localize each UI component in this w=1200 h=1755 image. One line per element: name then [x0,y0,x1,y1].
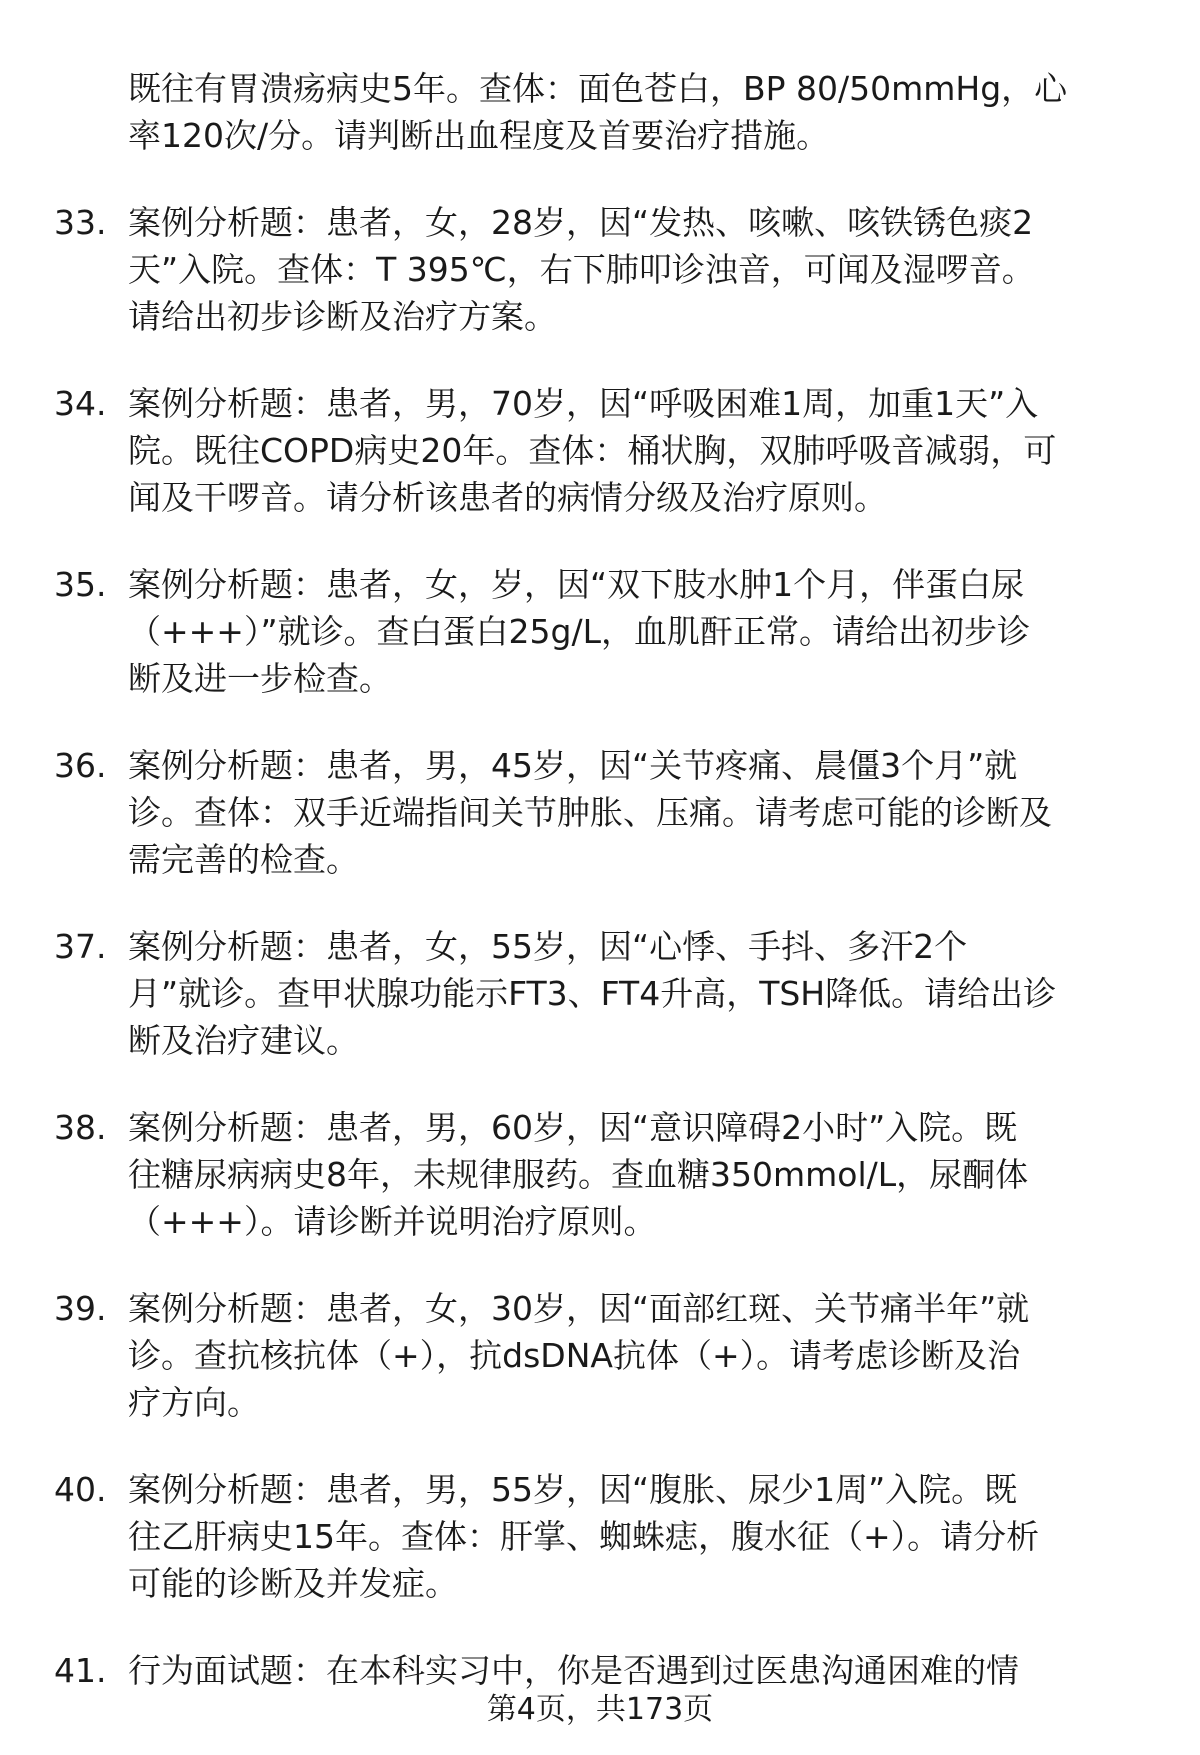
page-footer: 第4页，共173页 [486,1692,714,1727]
question-text-line: 案例分析题：患者，女，28岁，因“发热、咳嗽、咳铁锈色痰2 [128,203,1034,242]
question-item [0,380,1200,521]
question-text-line: （+++）。请诊断并说明治疗原则。 [128,1202,657,1241]
question-text-line: 行为面试题：在本科实习中，你是否遇到过医患沟通困难的情 [128,1651,1019,1690]
question-number: 38. [54,1108,107,1147]
question-number: 37. [54,927,107,966]
question-text-line: 断及治疗建议。 [128,1021,359,1060]
question-item [0,742,1200,883]
question-text-line: 案例分析题：患者，男，60岁，因“意识障碍2小时”入院。既 [128,1108,1018,1147]
question-item [0,199,1200,340]
question-text-line: 案例分析题：患者，女，30岁，因“面部红斑、关节痛半年”就 [128,1289,1030,1328]
question-text-line: 需完善的检查。 [128,840,359,879]
question-item [0,65,1200,159]
question-item [0,1104,1200,1245]
question-item [0,1466,1200,1607]
question-item [0,1285,1200,1426]
question-number: 35. [54,565,107,604]
question-item [0,1647,1200,1694]
question-number: 36. [54,746,107,785]
question-text-line: 既往有胃溃疡病史5年。查体：面色苍白，BP 80/50mmHg，心 [128,69,1068,108]
question-text-line: 诊。查抗核抗体（+），抗dsDNA抗体（+）。请考虑诊断及治 [128,1336,1021,1375]
question-text-line: 可能的诊断及并发症。 [128,1564,458,1603]
question-number: 40. [54,1470,107,1509]
question-text-line: 闻及干啰音。请分析该患者的病情分级及治疗原则。 [128,478,887,517]
question-text-line: （+++）”就诊。查白蛋白25g/L，血肌酐正常。请给出初步诊 [128,612,1030,651]
question-text-line: 诊。查体：双手近端指间关节肿胀、压痛。请考虑可能的诊断及 [128,793,1052,832]
question-text-line: 请给出初步诊断及治疗方案。 [128,297,557,336]
document-page [0,65,1200,1734]
question-text-line: 往糖尿病病史8年，未规律服药。查血糖350mmol/L，尿酮体 [128,1155,1029,1194]
question-text-line: 案例分析题：患者，女，岁，因“双下肢水肿1个月，伴蛋白尿 [128,565,1025,604]
question-text-line: 案例分析题：患者，男，45岁，因“关节疼痛、晨僵3个月”就 [128,746,1018,785]
question-number: 41. [54,1651,107,1690]
question-text-line: 案例分析题：患者，男，70岁，因“呼吸困难1周，加重1天”入 [128,384,1039,423]
question-item [0,561,1200,702]
question-text-line: 往乙肝病史15年。查体：肝掌、蜘蛛痣，腹水征（+）。请分析 [128,1517,1040,1556]
question-text-line: 案例分析题：患者，男，55岁，因“腹胀、尿少1周”入院。既 [128,1470,1018,1509]
question-number: 34. [54,384,107,423]
question-text-line: 天”入院。查体：T 395℃，右下肺叩诊浊音，可闻及湿啰音。 [128,250,1035,289]
question-number: 33. [54,203,107,242]
question-item [0,923,1200,1064]
question-number: 39. [54,1289,107,1328]
question-text-line: 案例分析题：患者，女，55岁，因“心悸、手抖、多汗2个 [128,927,968,966]
question-text-line: 率120次/分。请判断出血程度及首要治疗措施。 [128,116,830,155]
question-text-line: 院。既往COPD病史20年。查体：桶状胸，双肺呼吸音减弱，可 [128,431,1057,470]
question-text-line: 断及进一步检查。 [128,659,392,698]
question-text-line: 疗方向。 [128,1383,260,1422]
question-text-line: 月”就诊。查甲状腺功能示FT3、FT4升高，TSH降低。请给出诊 [128,974,1057,1013]
